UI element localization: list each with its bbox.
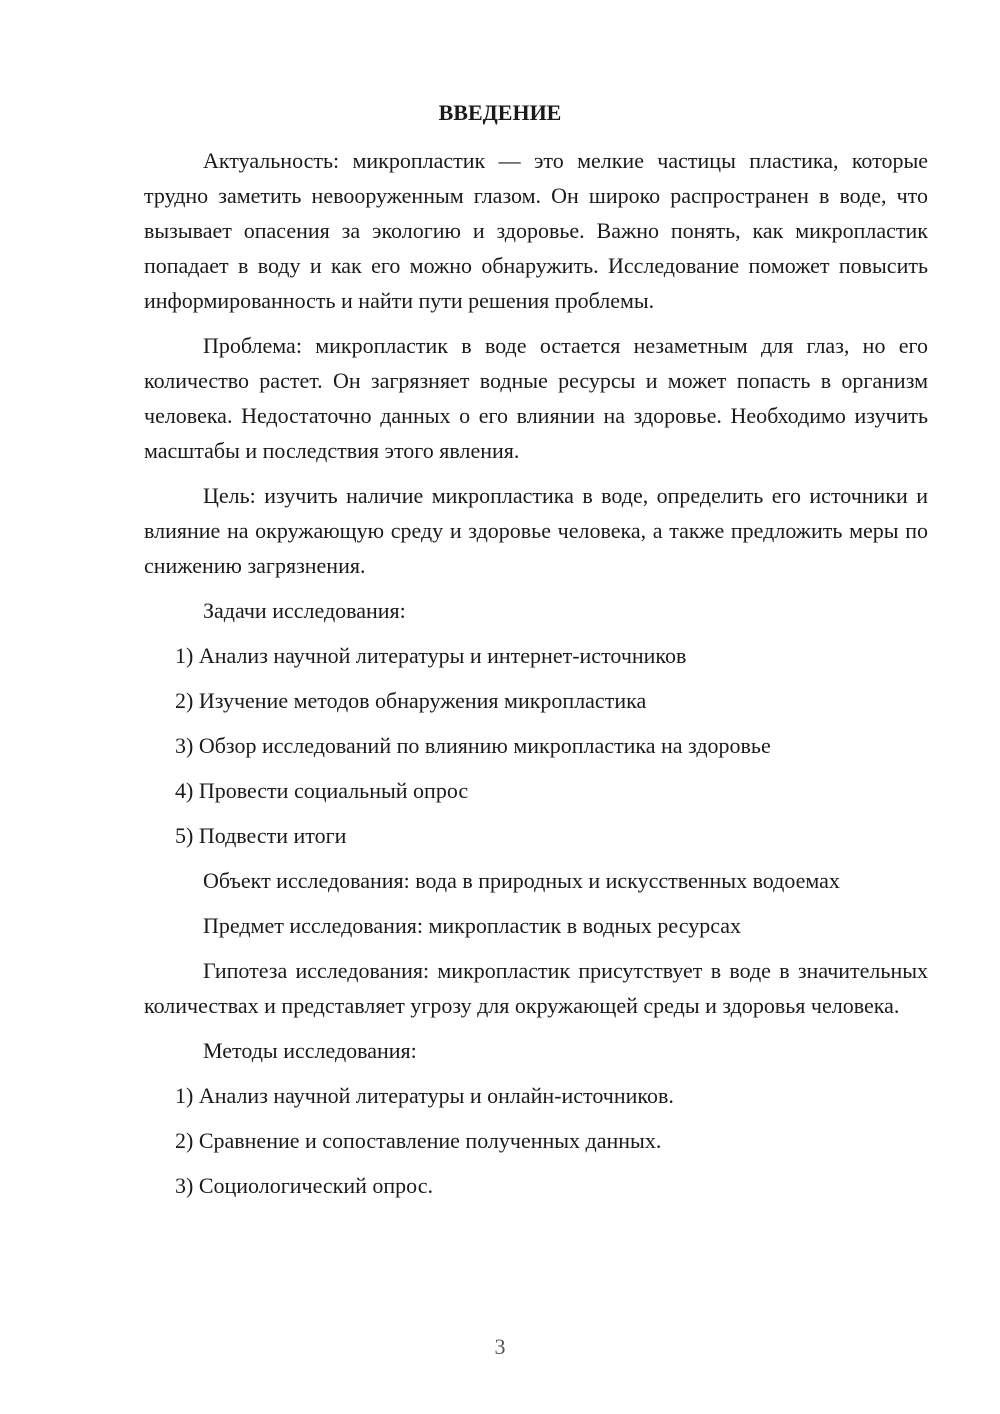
research-object: Объект исследования: вода в природных и искусственных водоемах (203, 868, 840, 893)
paragraph-goal: Цель: изучить наличие микропластика в воде, определить его источники и влияние на окружающую среду и здоровье человека, а также предложить меры по снижению загрязнения. (144, 483, 928, 578)
task-item: 5) Подвести итоги (175, 823, 347, 848)
task-item: 3) Обзор исследований по влиянию микропластика на здоровье (175, 733, 771, 758)
method-item: 2) Сравнение и сопоставление полученных данных. (175, 1128, 662, 1153)
method-item: 1) Анализ научной литературы и онлайн-источников. (175, 1083, 674, 1108)
task-item: 2) Изучение методов обнаружения микропластика (175, 688, 647, 713)
paragraph-problem: Проблема: микропластик в воде остается незаметным для глаз, но его количество растет. Он загрязняет водные ресурсы и может попасть в организм человека. Недостаточно данных о его влиянии на здоровье. Необходимо изучить масштабы и последствия этого явления. (144, 333, 928, 463)
page-number: 3 (494, 1334, 506, 1359)
page-title: ВВЕДЕНИЕ (438, 100, 562, 125)
research-hypothesis: Гипотеза исследования: микропластик присутствует в воде в значительных количествах и представляет угрозу для окружающей среды и здоровья человека. (144, 958, 928, 1018)
tasks-heading: Задачи исследования: (203, 598, 406, 623)
paragraph-relevance: Актуальность: микропластик — это мелкие частицы пластика, которые трудно заметить невооруженным глазом. Он широко распространен в воде, что вызывает опасения за экологию и здоровье. Важно понять, как микропластик попадает в воду и как его можно обнаружить. Исследование поможет повысить информированность и найти пути решения проблемы. (144, 148, 928, 313)
method-item: 3) Социологический опрос. (175, 1173, 433, 1198)
methods-heading: Методы исследования: (203, 1038, 417, 1063)
task-item: 1) Анализ научной литературы и интернет-источников (175, 643, 687, 668)
task-item: 4) Провести социальный опрос (175, 778, 469, 803)
research-subject: Предмет исследования: микропластик в водных ресурсах (203, 913, 742, 938)
document-body (144, 143, 928, 1213)
